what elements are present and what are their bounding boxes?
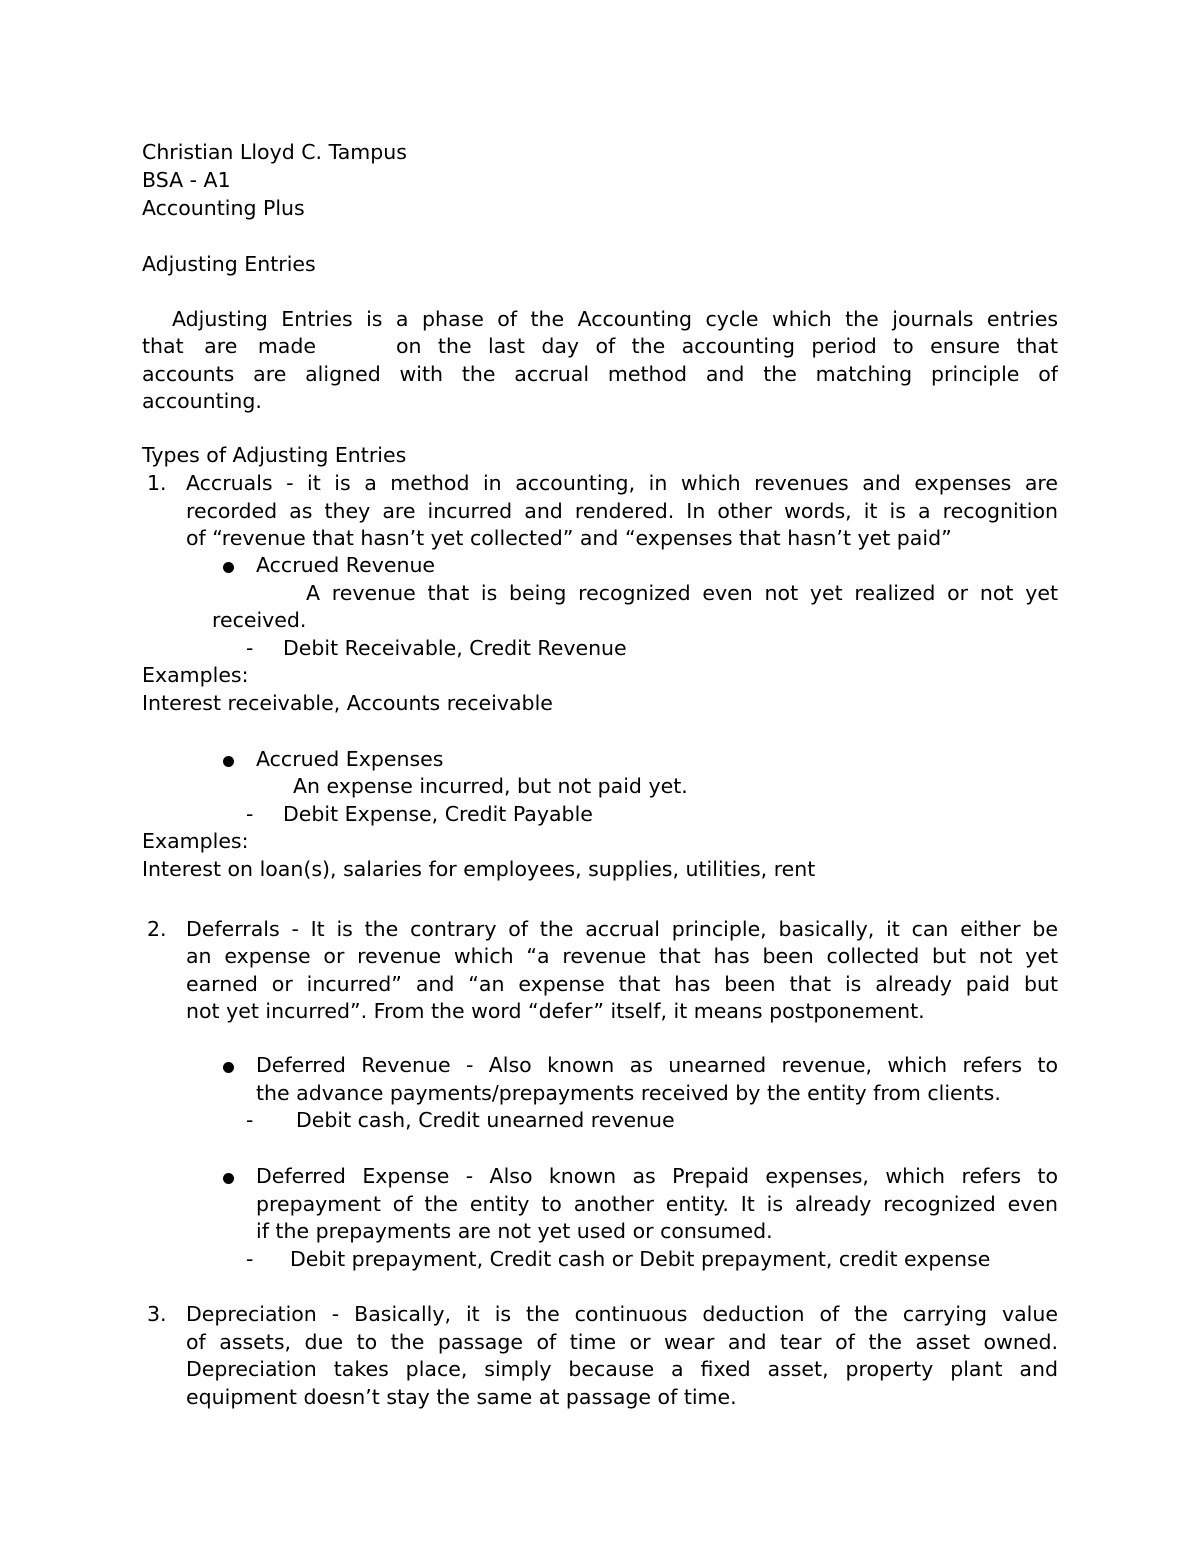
deferred-expense-line-1: Deferred Expense - Also known as Prepaid expenses, which refers to <box>256 1164 1058 1188</box>
dash-marker: - <box>246 636 254 660</box>
depreciation-line-3: Depreciation takes place, simply because a fixed asset, property plant and <box>186 1357 1058 1381</box>
dash-marker: - <box>246 1108 254 1132</box>
dash-marker: - <box>246 802 254 826</box>
deferrals-line-2: an expense or revenue which “a revenue that has been collected but not yet <box>186 944 1058 968</box>
accrued-expenses-entry: Debit Expense, Credit Payable <box>283 802 593 826</box>
list-number-3: 3. <box>147 1302 167 1326</box>
list-number-1: 1. <box>147 471 167 495</box>
examples-label: Examples: <box>142 829 249 853</box>
section-label: BSA - A1 <box>142 168 231 192</box>
accruals-line-3: of “revenue that hasn’t yet collected” and “expenses that hasn’t yet paid” <box>186 526 952 550</box>
accrued-expenses-label: Accrued Expenses <box>256 747 444 771</box>
dash-marker: - <box>246 1247 254 1271</box>
bullet-icon <box>223 1173 234 1184</box>
intro-line-1: Adjusting Entries is a phase of the Accounting cycle which the journals entries <box>172 307 1058 331</box>
intro-line-2a: that are made <box>142 334 316 358</box>
depreciation-line-1: Depreciation - Basically, it is the continuous deduction of the carrying value <box>186 1302 1058 1326</box>
deferred-expense-line-3: if the prepayments are not yet used or consumed. <box>256 1219 773 1243</box>
deferrals-line-4: not yet incurred”. From the word “defer” itself, it means postponement. <box>186 999 925 1023</box>
intro-line-2b: on the last day of the accounting period to ensure that <box>396 334 1058 358</box>
deferred-revenue-line-1: Deferred Revenue - Also known as unearned revenue, which refers to <box>256 1053 1058 1077</box>
depreciation-line-2: of assets, due to the passage of time or wear and tear of the asset owned. <box>186 1330 1058 1354</box>
deferrals-line-1: Deferrals - It is the contrary of the accrual principle, basically, it can either be <box>186 917 1058 941</box>
course-label: Accounting Plus <box>142 196 305 220</box>
author-name: Christian Lloyd C. Tampus <box>142 140 407 164</box>
bullet-icon <box>223 562 234 573</box>
accrued-expenses-def: An expense incurred, but not paid yet. <box>293 774 688 798</box>
intro-line-3: accounts are aligned with the accrual method and the matching principle of <box>142 362 1058 386</box>
deferred-expense-line-2: prepayment of the entity to another entity. It is already recognized even <box>256 1192 1058 1216</box>
bullet-icon <box>223 756 234 767</box>
accruals-line-2: recorded as they are incurred and rendered. In other words, it is a recognition <box>186 499 1058 523</box>
accrued-revenue-def-1: A revenue that is being recognized even not yet realized or not yet <box>306 581 1058 605</box>
list-number-2: 2. <box>147 917 167 941</box>
accruals-line-1: Accruals - it is a method in accounting, in which revenues and expenses are <box>186 471 1058 495</box>
document-title: Adjusting Entries <box>142 252 316 276</box>
accrued-revenue-label: Accrued Revenue <box>256 553 436 577</box>
accrued-expenses-examples: Interest on loan(s), salaries for employees, supplies, utilities, rent <box>142 857 816 881</box>
deferrals-line-3: earned or incurred” and “an expense that has been that is already paid but <box>186 972 1058 996</box>
accrued-revenue-entry: Debit Receivable, Credit Revenue <box>283 636 627 660</box>
bullet-icon <box>223 1062 234 1073</box>
depreciation-line-4: equipment doesn’t stay the same at passage of time. <box>186 1385 737 1409</box>
types-heading: Types of Adjusting Entries <box>142 443 407 467</box>
deferred-expense-entry: Debit prepayment, Credit cash or Debit prepayment, credit expense <box>290 1247 991 1271</box>
deferred-revenue-entry: Debit cash, Credit unearned revenue <box>296 1108 675 1132</box>
accrued-revenue-examples: Interest receivable, Accounts receivable <box>142 691 553 715</box>
intro-line-4: accounting. <box>142 389 262 413</box>
deferred-revenue-line-2: the advance payments/prepayments received by the entity from clients. <box>256 1081 1001 1105</box>
examples-label: Examples: <box>142 663 249 687</box>
accrued-revenue-def-2: received. <box>212 608 307 632</box>
